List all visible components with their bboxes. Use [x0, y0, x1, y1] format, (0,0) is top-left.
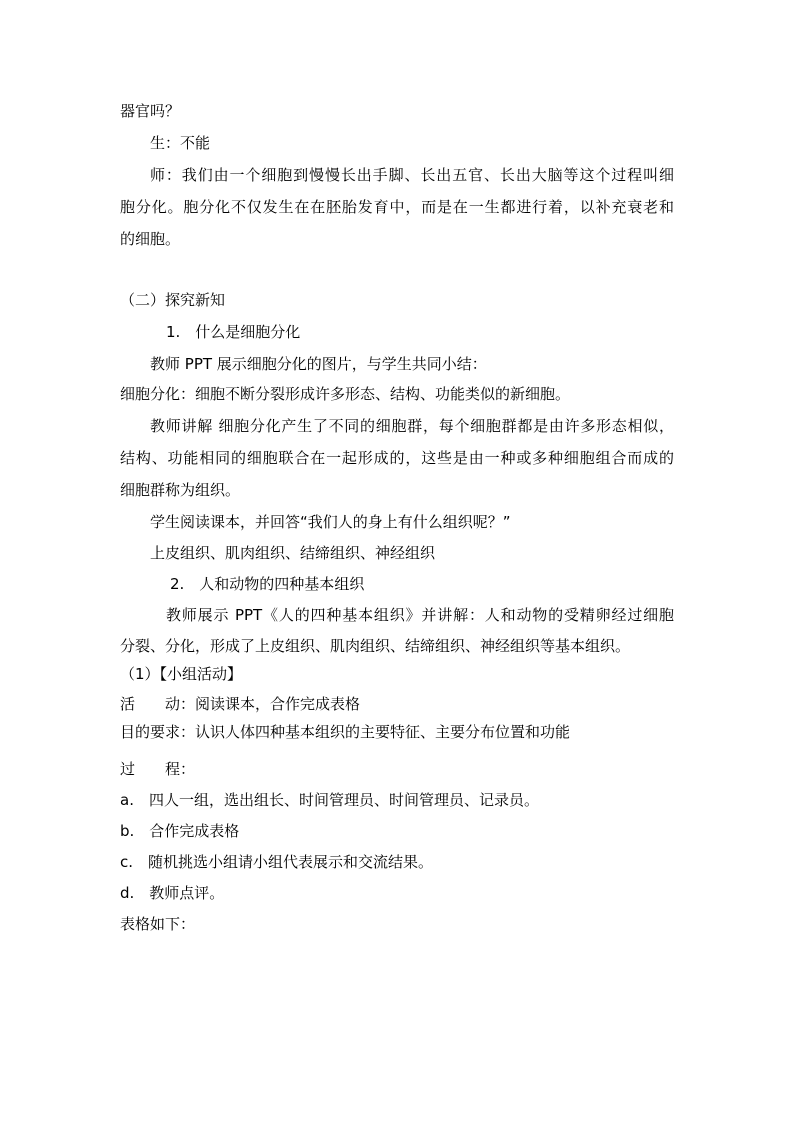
- list-item: c. 随机挑选小组请小组代表展示和交流结果。: [120, 853, 434, 871]
- paragraph-line: 结构、功能相同的细胞联合在一起形成的，这些是由一种或多种细胞组合而成的: [120, 449, 674, 467]
- paragraph-line: 细胞群称为组织。: [120, 481, 241, 499]
- paragraph-line: 目的要求：认识人体四种基本组织的主要特征、主要分布位置和功能: [120, 723, 571, 741]
- paragraph-line: 胞分化。胞分化不仅发生在在胚胎发育中，而是在一生都进行着，以补充衰老和: [120, 198, 674, 216]
- paragraph-line: 器官吗？: [120, 102, 181, 120]
- paragraph-line: 师：我们由一个细胞到慢慢长出手脚、长出五官、长出大脑等这个过程叫细: [150, 166, 674, 184]
- paragraph-line: 学生阅读课本，并回答“我们人的身上有什么组织呢？”: [150, 513, 511, 531]
- paragraph-line: 分裂、分化，形成了上皮组织、肌肉组织、结缔组织、神经组织等基本组织。: [120, 637, 631, 655]
- list-item: d. 教师点评。: [120, 884, 225, 902]
- subsection-heading: 1. 什么是细胞分化: [166, 323, 301, 341]
- activity-heading: （1）【小组活动】: [120, 665, 243, 683]
- paragraph-line: 教师讲解 细胞分化产生了不同的细胞群，每个细胞群都是由许多形态相似，: [150, 417, 674, 435]
- paragraph-line: 教师展示 PPT《人的四种基本组织》并讲解：人和动物的受精卵经过细胞: [166, 606, 674, 624]
- subsection-heading: 2. 人和动物的四种基本组织: [170, 575, 365, 593]
- paragraph-line: 细胞分化：细胞不断分裂形成许多形态、结构、功能类似的新细胞。: [120, 385, 571, 403]
- list-item: b. 合作完成表格: [120, 822, 240, 840]
- paragraph-line: 生：不能: [150, 134, 211, 152]
- section-heading: （二）探究新知: [120, 291, 226, 309]
- paragraph-line: 活 动：阅读课本，合作完成表格: [120, 695, 361, 713]
- list-item: a. 四人一组，选出组长、时间管理员、时间管理员、记录员。: [120, 791, 539, 809]
- paragraph-line: 过 程：: [120, 760, 196, 778]
- paragraph-line: 的细胞。: [120, 230, 181, 248]
- paragraph-line: 教师 PPT 展示细胞分化的图片，与学生共同小结：: [150, 355, 487, 373]
- paragraph-line: 表格如下：: [120, 915, 196, 933]
- paragraph-line: 上皮组织、肌肉组织、结缔组织、神经组织: [150, 544, 436, 562]
